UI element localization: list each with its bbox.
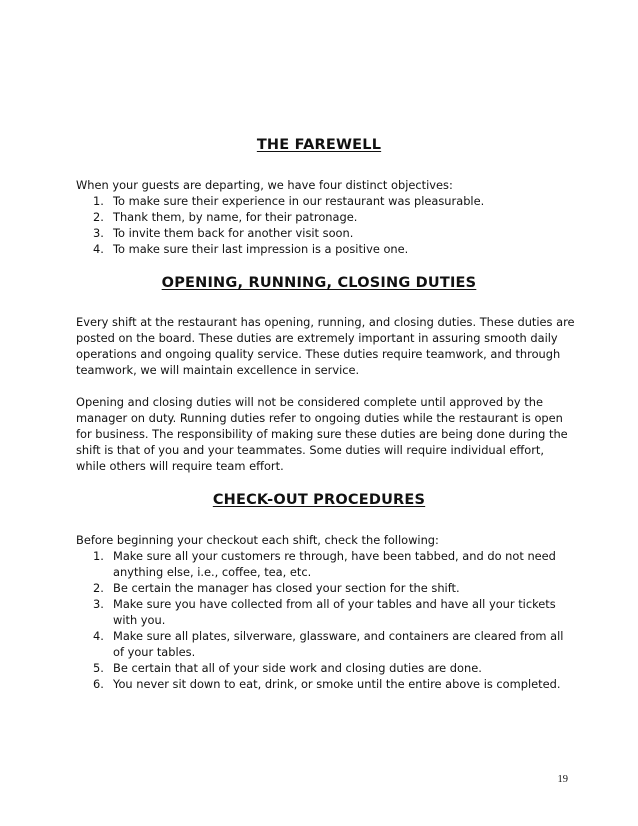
- checkout-intro: Before beginning your checkout each shift, check the following:: [76, 533, 439, 547]
- list-item: 6. You never sit down to eat, drink, or smoke until the entire above is completed.: [93, 677, 561, 691]
- list-item: 1. Make sure all your customers re through, have been tabbed, and do not need anything else, i.e., coffee, tea, etc.: [93, 549, 556, 579]
- farewell-list: [76, 193, 576, 257]
- list-item: 2. Thank them, by name, for their patronage.: [93, 210, 358, 224]
- farewell-intro: When your guests are departing, we have four distinct objectives:: [76, 178, 453, 192]
- list-item: 4. To make sure their last impression is a positive one.: [93, 242, 409, 256]
- checkout-heading: CHECK-OUT PROCEDURES: [212, 492, 426, 508]
- list-item: 5. Be certain that all of your side work and closing duties are done.: [93, 661, 482, 675]
- list-item: 4. Make sure all plates, silverware, glassware, and containers are cleared from all of your tables.: [93, 629, 564, 659]
- duties-paragraph-1: Every shift at the restaurant has opening, running, and closing duties. These duties are posted on the board. These duties are extremely important in assuring smooth daily operations and ongoing quality service. These duties require teamwork, and through teamwork, we will maintain excellence in service.: [76, 315, 575, 377]
- page-number: 19: [557, 774, 568, 785]
- list-item: 2. Be certain the manager has closed your section for the shift.: [93, 581, 460, 595]
- list-item: 3. Make sure you have collected from all of your tables and have all your tickets with you.: [93, 597, 556, 627]
- list-item: 1. To make sure their experience in our restaurant was pleasurable.: [93, 194, 485, 208]
- duties-heading: OPENING, RUNNING, CLOSING DUTIES: [161, 275, 477, 291]
- list-item: 3. To invite them back for another visit soon.: [93, 226, 354, 240]
- checkout-list: [76, 548, 576, 692]
- farewell-heading: THE FAREWELL: [256, 137, 382, 153]
- duties-paragraph-2: Opening and closing duties will not be considered complete until approved by the manager on duty. Running duties refer to ongoing duties while the restaurant is open for business. The responsibility of making sure these duties are being done during the shift is that of you and your teammates. Some duties will require individual effort, while others will require team effort.: [76, 395, 568, 473]
